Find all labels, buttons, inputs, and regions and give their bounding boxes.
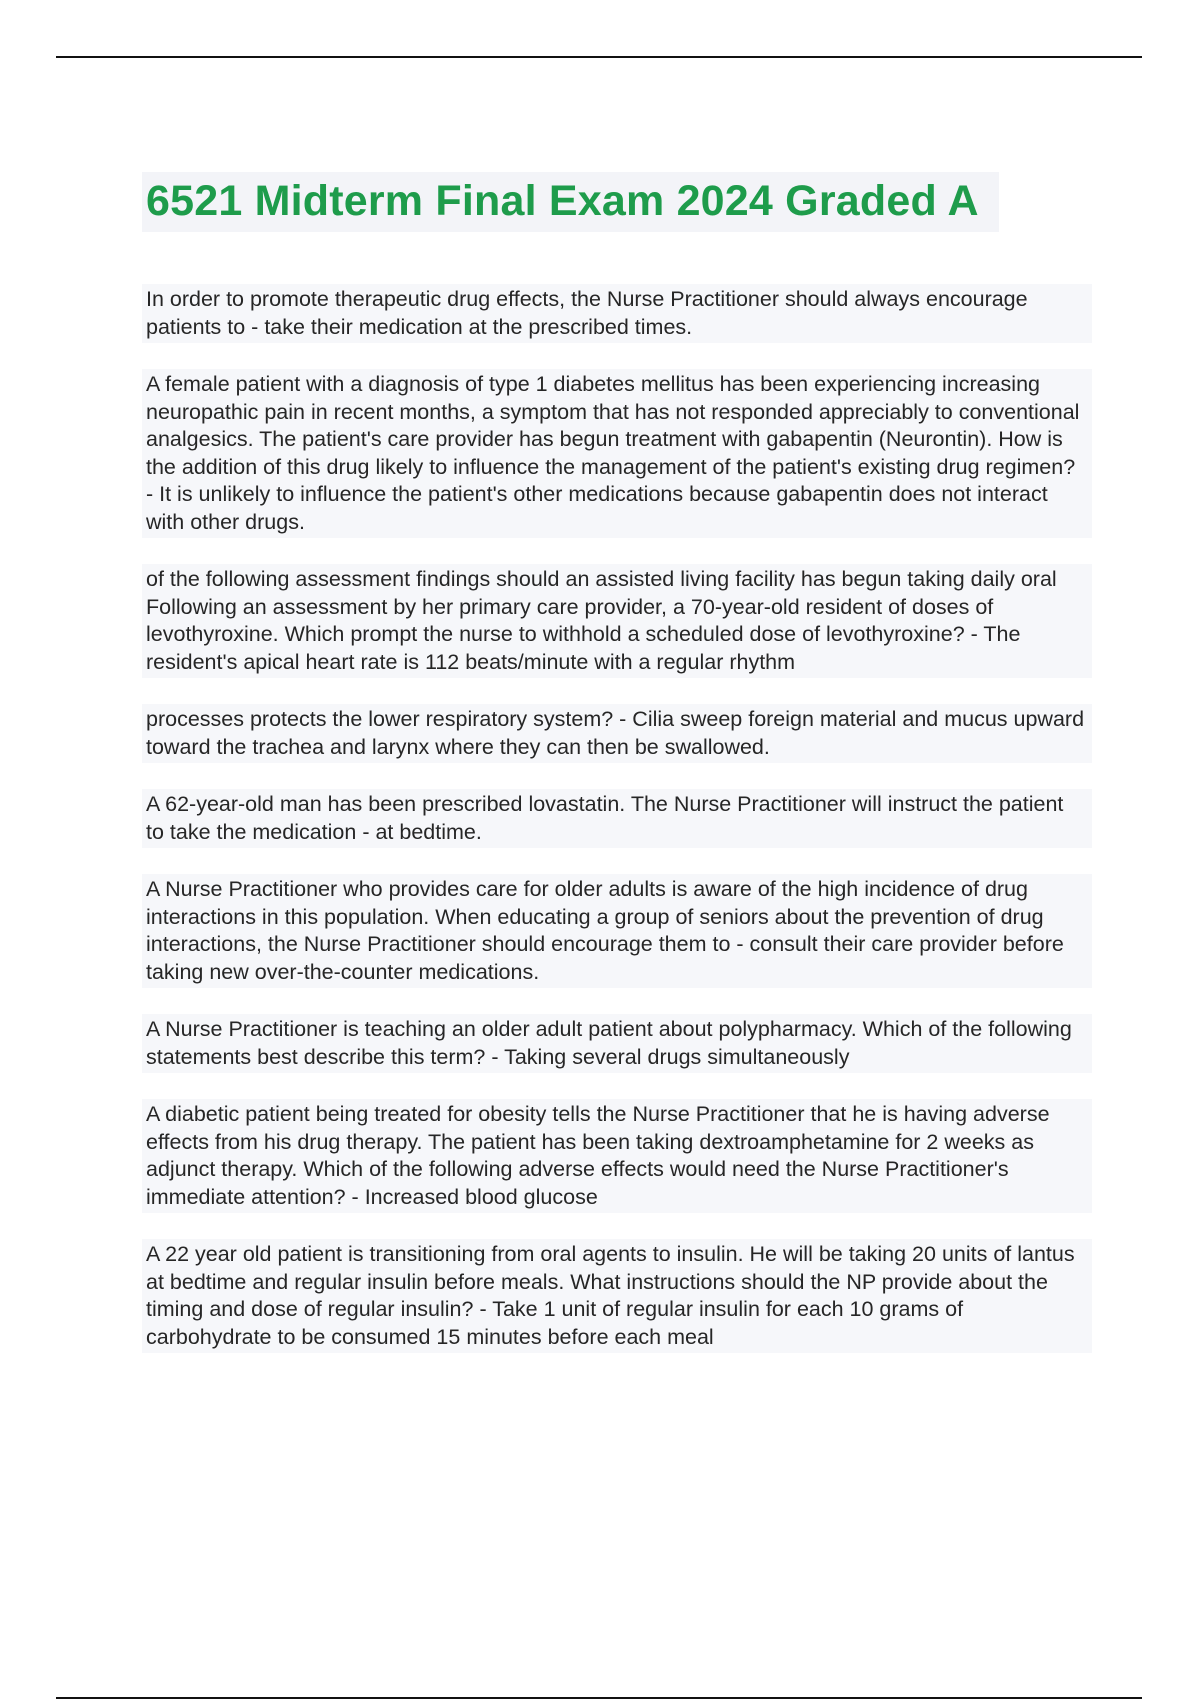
document-body xyxy=(142,172,1092,1379)
qa-item-4: processes protects the lower respiratory system? - Cilia sweep foreign material and mucus upward toward the trachea and larynx where they can then be swallowed. xyxy=(142,704,1092,763)
title-highlight xyxy=(142,172,999,232)
qa-item-8: A diabetic patient being treated for obesity tells the Nurse Practitioner that he is having adverse effects from his drug therapy. The patient has been taking dextroamphetamine for 2 weeks as adjunct therapy. Which of the following adverse effects would need the Nurse Practitioner's immediate attention? - Increased blood glucose xyxy=(142,1099,1092,1213)
bottom-rule xyxy=(56,1697,1142,1699)
qa-item-5: A 62-year-old man has been prescribed lovastatin. The Nurse Practitioner will instruct the patient to take the medication - at bedtime. xyxy=(142,789,1092,848)
qa-item-9: A 22 year old patient is transitioning from oral agents to insulin. He will be taking 20 units of lantus at bedtime and regular insulin before meals. What instructions should the NP provide about the timing and dose of regular insulin? - Take 1 unit of regular insulin for each 10 grams of carbohydrate to be consumed 15 minutes before each meal xyxy=(142,1239,1092,1353)
qa-item-2: A female patient with a diagnosis of type 1 diabetes mellitus has been experiencing increasing neuropathic pain in recent months, a symptom that has not responded appreciably to conventional analgesics. The patient's care provider has begun treatment with gabapentin (Neurontin). How is the addition of this drug likely to influence the management of the patient's existing drug regimen? - It is unlikely to influence the patient's other medications because gabapentin does not interact with other drugs. xyxy=(142,369,1092,538)
top-rule xyxy=(56,56,1142,58)
qa-list xyxy=(142,284,1092,1353)
document-title: 6521 Midterm Final Exam 2024 Graded A xyxy=(146,177,979,225)
qa-item-6: A Nurse Practitioner who provides care for older adults is aware of the high incidence of drug interactions in this population. When educating a group of seniors about the prevention of drug interactions, the Nurse Practitioner should encourage them to - consult their care provider before taking new over-the-counter medications. xyxy=(142,874,1092,988)
qa-item-7: A Nurse Practitioner is teaching an older adult patient about polypharmacy. Which of the following statements best describe this term? - Taking several drugs simultaneously xyxy=(142,1014,1092,1073)
qa-item-3: of the following assessment findings should an assisted living facility has begun taking daily oral Following an assessment by her primary care provider, a 70-year-old resident of doses of levothyroxine. Which prompt the nurse to withhold a scheduled dose of levothyroxine? - The resident's apical heart rate is 112 beats/minute with a regular rhythm xyxy=(142,564,1092,678)
qa-item-1: In order to promote therapeutic drug effects, the Nurse Practitioner should always encourage patients to - take their medication at the prescribed times. xyxy=(142,284,1092,343)
